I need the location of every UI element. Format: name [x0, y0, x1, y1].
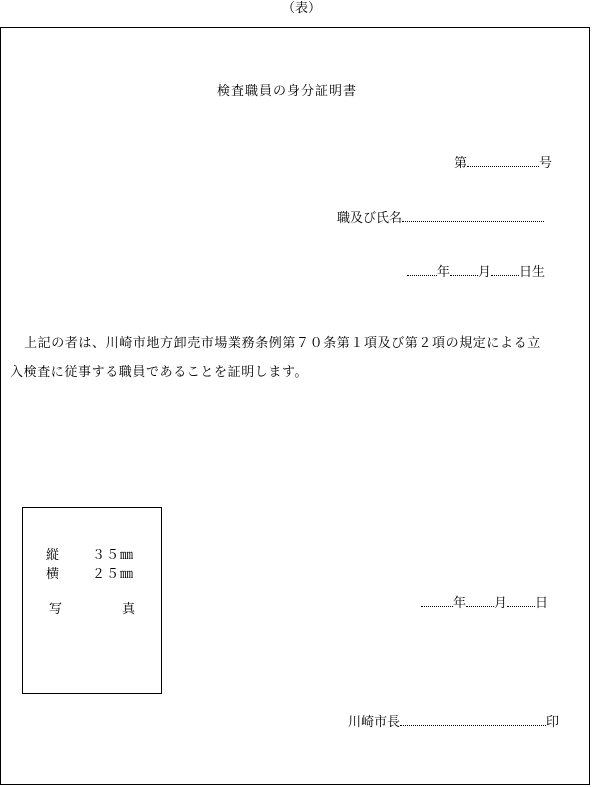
photo-horizontal-value: ２５㎜ [92, 567, 135, 582]
issue-day-label: 日 [535, 596, 549, 611]
number-prefix: 第 [454, 156, 468, 171]
issue-day-blank [507, 594, 535, 607]
photo-label-1: 写 [49, 602, 63, 617]
photo-vertical-label: 縦 [46, 548, 60, 563]
photo-vertical-value: ３５㎜ [92, 548, 135, 563]
signature-blank [400, 713, 546, 726]
issue-date-line [421, 592, 548, 611]
issue-year-label: 年 [453, 596, 467, 611]
body-line-2: 入検査に従事する職員であることを証明します。 [10, 365, 309, 380]
number-blank [467, 154, 539, 167]
name-line [337, 207, 544, 226]
birth-month-blank [450, 263, 478, 276]
issue-month-label: 月 [494, 596, 508, 611]
issue-year-blank [421, 594, 453, 607]
birth-date-line [407, 261, 545, 280]
signature-line [348, 711, 559, 730]
certificate-number-line [454, 152, 552, 171]
body-line-1: 上記の者は、川崎市地方卸売市場業務条例第７０条第１項及び第２項の規定による立 [24, 336, 541, 351]
certificate-title: 検査職員の身分証明書 [217, 84, 358, 99]
birth-day-label: 日生 [519, 265, 546, 280]
issue-month-blank [466, 594, 494, 607]
page-caption: （表） [282, 1, 322, 16]
name-label: 職及び氏名 [337, 211, 403, 226]
photo-box [22, 507, 162, 694]
photo-label-2: 真 [122, 602, 136, 617]
photo-horizontal-label: 横 [46, 567, 60, 582]
name-blank [402, 209, 544, 222]
birth-year-blank [407, 263, 437, 276]
birth-month-label: 月 [478, 265, 492, 280]
signature-label: 川崎市長 [348, 715, 401, 730]
birth-year-label: 年 [437, 265, 451, 280]
birth-day-blank [491, 263, 519, 276]
seal-label: 印 [546, 715, 560, 730]
number-suffix: 号 [539, 156, 553, 171]
